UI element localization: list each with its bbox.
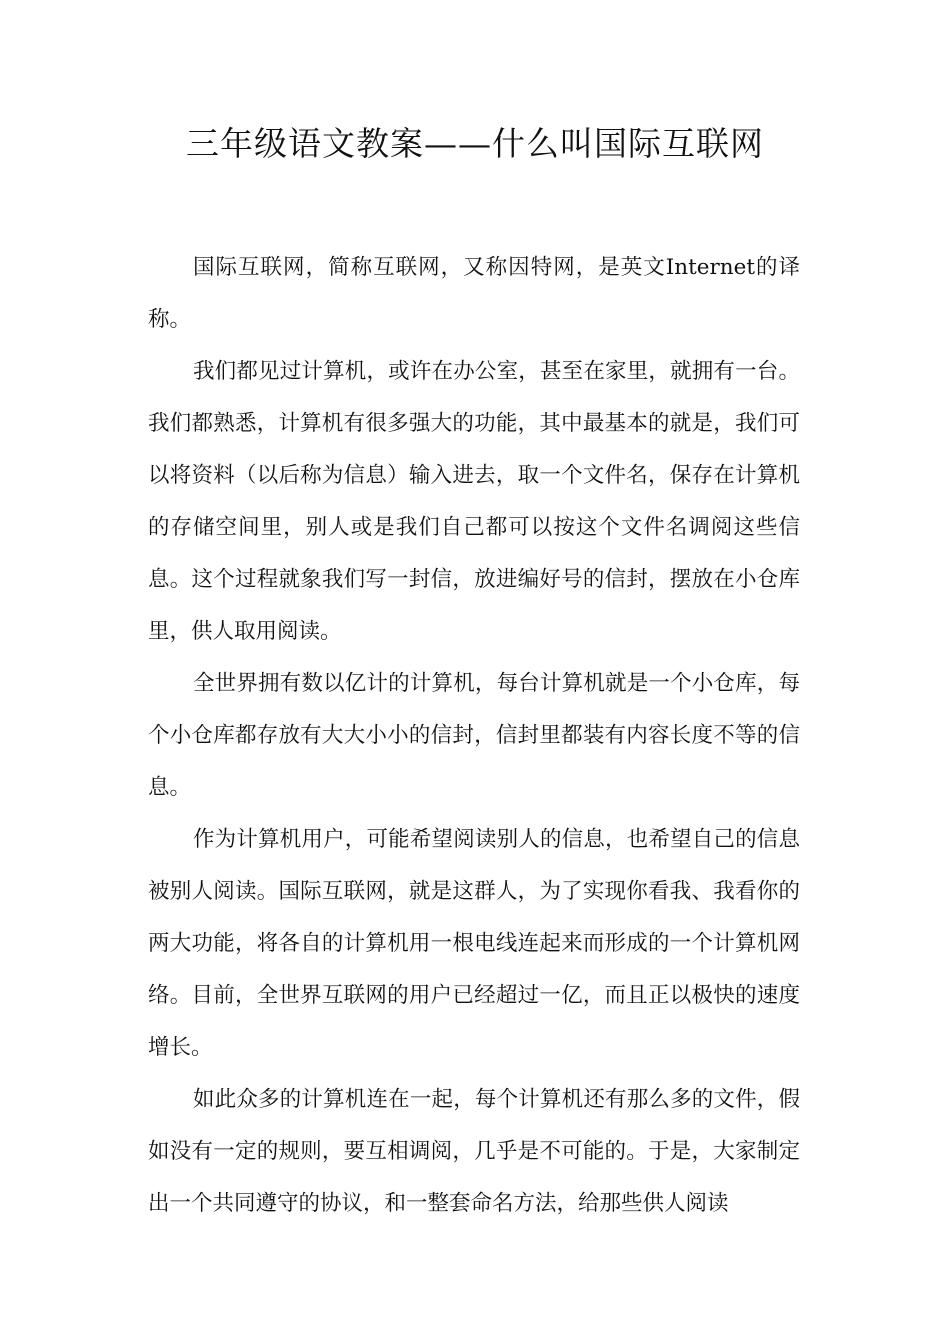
document-body <box>148 242 800 1230</box>
paragraph-1: 国际互联网，简称互联网，又称因特网，是英文Internet的译称。 <box>148 255 800 332</box>
document-title: 三年级语文教案——什么叫国际互联网 <box>186 124 764 163</box>
paragraph-2: 我们都见过计算机，或许在办公室，甚至在家里，就拥有一台。我们都熟悉，计算机有很多强大的功能，其中最基本的就是，我们可以将资料（以后称为信息）输入进去，取一个文件名，保存在计算机的存储空间里，别人或是我们自己都可以按这个文件名调阅这些信息。这个过程就象我们写一封信，放进编好号的信封，摆放在小仓库里，供人取用阅读。 <box>148 359 800 644</box>
paragraph-4: 作为计算机用户，可能希望阅读别人的信息，也希望自己的信息被别人阅读。国际互联网，就是这群人，为了实现你看我、我看你的两大功能，将各自的计算机用一根电线连起来而形成的一个计算机网络。目前，全世界互联网的用户已经超过一亿，而且正以极快的速度增长。 <box>148 827 800 1060</box>
paragraph-3: 全世界拥有数以亿计的计算机，每台计算机就是一个小仓库，每个小仓库都存放有大大小小的信封，信封里都装有内容长度不等的信息。 <box>148 671 800 800</box>
paragraph-5: 如此众多的计算机连在一起，每个计算机还有那么多的文件，假如没有一定的规则，要互相调阅，几乎是不可能的。于是，大家制定出一个共同遵守的协议，和一整套命名方法，给那些供人阅读 <box>148 1087 800 1216</box>
